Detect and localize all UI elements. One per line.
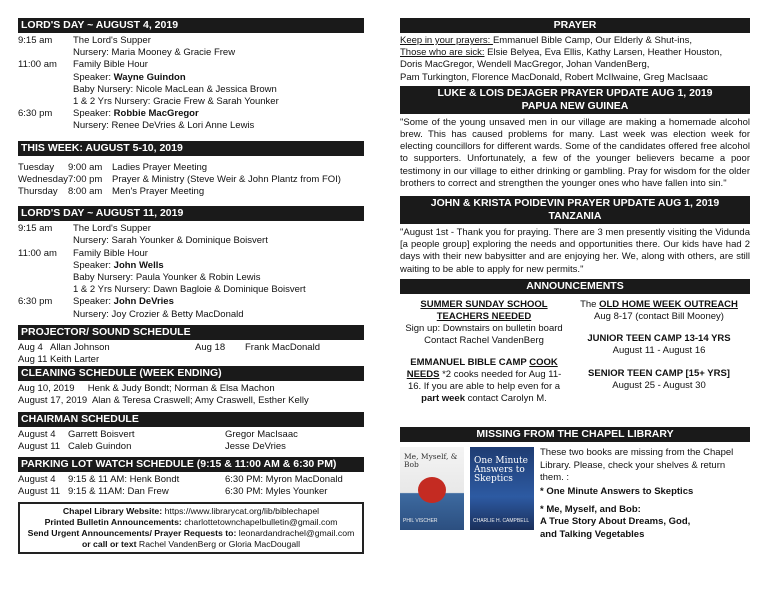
announcements-body xyxy=(400,296,750,406)
schedule-item: Family Bible Hour xyxy=(73,247,148,259)
schedule-row xyxy=(18,248,364,260)
right-column xyxy=(400,18,750,541)
dejager-country: PAPUA NEW GUINEA xyxy=(521,99,629,112)
missing-books-text xyxy=(540,447,750,540)
missing-book-2: * Me, Myself, and Bob: xyxy=(540,504,641,516)
schedule-name: Gregor MacIsaac xyxy=(225,428,298,440)
schedule-day: Thursday xyxy=(18,186,58,198)
schedule-row xyxy=(18,47,364,59)
schedule-time: 6:30 pm xyxy=(18,296,53,308)
schedule-name: 6:30 PM: Myles Younker xyxy=(225,486,328,498)
info-label: Chapel Library Website: xyxy=(62,506,163,517)
cleaning-header: CLEANING SCHEDULE (WEEK ENDING) xyxy=(18,366,364,381)
schedule-time: 9:15 am xyxy=(18,223,53,235)
book-cover-title: One Minute Answers to Skeptics xyxy=(474,456,528,485)
info-label: Printed Bulletin Announcements: xyxy=(44,517,182,528)
schedule-row xyxy=(18,162,364,174)
schedule-name: Frank MacDonald xyxy=(245,341,320,353)
poidevin-country: TANZANIA xyxy=(548,210,602,223)
schedule-row xyxy=(18,35,364,47)
outreach-title: OLD HOME WEEK OUTREACH xyxy=(599,298,738,310)
sunday-school-signup: Sign up: Downstairs on bulletin board xyxy=(405,323,563,335)
senior-camp-dates: August 25 - August 30 xyxy=(612,379,706,391)
parking-schedule xyxy=(18,474,364,498)
schedule-date: Aug 18 xyxy=(195,341,226,353)
schedule-time xyxy=(18,120,73,132)
outreach-prefix: The xyxy=(580,298,600,310)
left-column xyxy=(18,18,364,554)
bulletin-email-link[interactable]: charlottetownchapelbulletin@gmail.com xyxy=(181,517,338,528)
schedule-time xyxy=(18,272,73,284)
missing-book-2-subtitle: and Talking Vegetables xyxy=(540,528,645,540)
schedule-row xyxy=(18,272,364,284)
schedule-item: Nursery: Maria Mooney & Gracie Frew xyxy=(73,47,236,59)
book-cover-author: PHIL VISCHER xyxy=(403,518,438,525)
dejager-update-text: "Some of the young unsaved men in our village are making a homemade alcohol brew. This has caused problems for many. Last week was election week for electing councillors for different wards. Some of the candidates offered free alcohol to supporters. Unfortunately, a few of the younger believers became a poor testimony in our village to either drinking or gambling. Pray for wisdom for the older brothers to correct and strengthen the younger ones who have fallen into sin." xyxy=(400,116,750,189)
schedule-time: 11:00 am xyxy=(18,59,57,71)
schedule-item: Ladies Prayer Meeting xyxy=(112,161,208,173)
schedule-row xyxy=(18,84,364,96)
bible-camp-text: 16. If you are able to help even for a xyxy=(407,381,561,393)
schedule-date: Aug 11 xyxy=(18,354,48,366)
missing-books-header: MISSING FROM THE CHAPEL LIBRARY xyxy=(400,427,750,442)
bible-camp-text: *2 cooks needed for Aug 11- xyxy=(439,368,562,380)
cleaning-schedule xyxy=(18,383,364,407)
schedule-name: Caleb Guindon xyxy=(68,440,132,452)
tomato-icon xyxy=(418,477,446,503)
chairman-header: CHAIRMAN SCHEDULE xyxy=(18,412,364,427)
schedule-day: Wednesday xyxy=(18,173,68,185)
schedule-item: 1 & 2 Yrs Nursery: Gracie Frew & Sarah Younker xyxy=(73,96,279,108)
book-cover-me-myself-bob xyxy=(400,447,464,530)
speaker-name: John DeVries xyxy=(113,296,174,308)
book-cover-one-minute-answers xyxy=(470,447,534,530)
schedule-item: 1 & 2 Yrs Nursery: Dawn Bagloie & Dominique Boisvert xyxy=(73,284,306,296)
dejager-title: LUKE & LOIS DEJAGER PRAYER UPDATE AUG 1, 2019 xyxy=(437,86,713,99)
schedule-row xyxy=(18,429,364,441)
this-week-header: THIS WEEK: AUGUST 5-10, 2019 xyxy=(18,141,364,156)
schedule-row xyxy=(18,108,364,120)
schedule-row: August 17, 2019 Alan & Teresa Craswell; Amy Craswell, Esther Kelly xyxy=(18,395,309,407)
junior-camp-title: JUNIOR TEEN CAMP 13-14 YRS xyxy=(587,333,731,345)
schedule-item: Speaker: Robbie MacGregor xyxy=(73,108,199,120)
schedule-time: 11:00 am xyxy=(18,247,57,259)
schedule-row xyxy=(18,474,364,486)
lords-day-aug11-header: LORD'S DAY ~ AUGUST 11, 2019 xyxy=(18,206,364,221)
prayer-line: Elsie Belyea, Eva Ellis, Kathy Larsen, Heather Houston, xyxy=(484,47,723,59)
schedule-name: Garrett Boisvert xyxy=(68,428,135,440)
junior-camp-dates: August 11 - August 16 xyxy=(612,345,706,357)
schedule-item: Men's Prayer Meeting xyxy=(112,186,205,198)
schedule-time xyxy=(18,47,73,59)
lords-day-aug4-header: LORD'S DAY ~ AUGUST 4, 2019 xyxy=(18,18,364,33)
schedule-name: Keith Larter xyxy=(50,354,100,366)
schedule-row xyxy=(18,260,364,272)
schedule-name: Allan Johnson xyxy=(50,341,110,353)
schedule-row xyxy=(18,486,364,498)
schedule-time: 6:30 pm xyxy=(18,108,53,120)
schedule-row xyxy=(18,174,364,186)
schedule-row: Aug 10, 2019 Henk & Judy Bondt; Norman & Elsa Machon xyxy=(18,383,275,395)
schedule-row xyxy=(18,441,364,453)
schedule-row xyxy=(18,96,364,108)
schedule-item: Family Bible Hour xyxy=(73,59,148,71)
missing-book-1: * One Minute Answers to Skeptics xyxy=(540,486,694,498)
sunday-school-title: SUMMER SUNDAY SCHOOL xyxy=(420,298,548,310)
schedule-row xyxy=(18,223,364,235)
schedule-row xyxy=(18,354,364,366)
prayer-line: Pam Turkington, Florence MacDonald, Robert McIlwaine, Greg MacIsaac xyxy=(400,71,708,83)
book-cover-author: CHARLIE H. CAMPBELL xyxy=(473,518,530,525)
bible-camp-contact: contact Carolyn M. xyxy=(464,393,547,405)
schedule-row xyxy=(18,309,364,321)
poidevin-header xyxy=(400,196,750,224)
schedule-time: 9:00 am xyxy=(68,161,103,173)
schedule-item: The Lord's Supper xyxy=(73,223,151,235)
schedule-row xyxy=(18,342,364,354)
schedule-time xyxy=(18,309,73,321)
schedule-time xyxy=(18,72,73,84)
schedule-row xyxy=(18,120,364,132)
schedule-time xyxy=(18,96,73,108)
schedule-date: August 11 xyxy=(18,486,61,498)
sunday-school-subtitle: TEACHERS NEEDED xyxy=(436,311,532,323)
sunday-school-contact: Contact Rachel VandenBerg xyxy=(424,335,544,347)
schedule-time xyxy=(18,84,73,96)
prayer-label: Those who are sick: xyxy=(400,47,485,59)
prayer-list xyxy=(400,35,750,84)
schedule-time xyxy=(18,284,73,296)
chairman-schedule xyxy=(18,429,364,453)
bible-camp-needs: NEEDS xyxy=(406,368,440,380)
schedule-item: Nursery: Joy Crozier & Betty MacDonald xyxy=(73,308,244,320)
outreach-dates: Aug 8-17 (contact Bill Mooney) xyxy=(594,311,724,323)
prayer-header: PRAYER xyxy=(400,18,750,33)
poidevin-update-text: "August 1st - Thank you for praying. There are 3 men presently visiting the Vidunda [a people group] exploring the needs and opportunities there. Our kids have had 2 days with their new babysitter and are enjoying her. We, along with others, are still waiting to be able to apply for new permits." xyxy=(400,227,750,275)
schedule-row xyxy=(18,186,364,198)
speaker-name: Wayne Guindon xyxy=(113,71,186,83)
schedule-time xyxy=(18,235,73,247)
schedule-name: 9:15 & 11 AM: Henk Bondt xyxy=(68,474,180,486)
schedule-item: Speaker: John DeVries xyxy=(73,296,174,308)
prayer-label: Keep in your prayers: xyxy=(400,35,493,46)
missing-books-note: These two books are missing from the Chapel Library. Please, check your shelves & return them. : xyxy=(540,447,734,483)
schedule-item: Nursery: Renee DeVries & Lori Anne Lewis xyxy=(73,120,255,132)
schedule-row xyxy=(18,296,364,308)
prayer-line: Doris MacGregor, Wendell MacGregor, Johan VandenBerg, xyxy=(400,59,650,71)
schedule-date: August 4 xyxy=(18,428,56,440)
schedule-row xyxy=(18,72,364,84)
dejager-header xyxy=(400,86,750,114)
schedule-name: 9:15 & 11AM: Dan Frew xyxy=(68,486,169,498)
schedule-time xyxy=(18,260,73,272)
schedule-date: August 4 xyxy=(18,474,56,486)
speaker-name: Robbie MacGregor xyxy=(113,108,199,120)
bible-camp-title: EMMANUEL BIBLE CAMP xyxy=(410,356,530,368)
parking-header: PARKING LOT WATCH SCHEDULE (9:15 & 11:00 AM & 6:30 PM) xyxy=(18,457,364,472)
poidevin-title: JOHN & KRISTA POIDEVIN PRAYER UPDATE AUG 1, 2019 xyxy=(430,197,720,210)
contact-names: Rachel VandenBerg or Gloria MacDougall xyxy=(136,539,301,550)
schedule-item: Baby Nursery: Paula Younker & Robin Lewis xyxy=(73,272,261,284)
missing-books xyxy=(400,447,750,540)
schedule-date: Aug 4 xyxy=(18,341,43,353)
prayer-line: Emmanuel Bible Camp, Our Elderly & Shut-ins, xyxy=(492,35,692,46)
lords-day-aug11-schedule xyxy=(18,223,364,321)
announcements-header: ANNOUNCEMENTS xyxy=(400,279,750,294)
info-label: or call or text xyxy=(81,539,137,550)
schedule-item: Speaker: John Wells xyxy=(73,259,164,271)
bible-camp-part-week: part week xyxy=(421,393,465,405)
contact-info-box xyxy=(18,502,364,554)
schedule-item: Baby Nursery: Nicole MacLean & Jessica Brown xyxy=(73,83,277,95)
schedule-day: Tuesday xyxy=(18,161,55,173)
speaker-name: John Wells xyxy=(113,259,164,271)
bible-camp-cook: COOK xyxy=(529,356,558,368)
projector-header: PROJECTOR/ SOUND SCHEDULE xyxy=(18,325,364,340)
schedule-time: 8:00 am xyxy=(68,186,103,198)
urgent-email-link[interactable]: leonardandrachel@gmail.com xyxy=(236,528,355,539)
projector-schedule xyxy=(18,342,364,366)
senior-camp-title: SENIOR TEEN CAMP [15+ YRS] xyxy=(588,367,730,379)
schedule-item: Nursery: Sarah Younker & Dominique Boisvert xyxy=(73,235,268,247)
schedule-time: 9:15 am xyxy=(18,35,53,46)
schedule-item: Speaker: Wayne Guindon xyxy=(73,71,186,83)
lords-day-aug4-schedule xyxy=(18,35,364,133)
schedule-date: August 11 xyxy=(18,440,61,452)
book-cover-title: Me, Myself, & Bob xyxy=(404,452,458,470)
schedule-date xyxy=(195,354,245,366)
library-website-link[interactable]: https://www.librarycat.org/lib/biblechapel xyxy=(162,506,320,517)
schedule-item: Prayer & Ministry (Steve Weir & John Plantz from FOI) xyxy=(112,173,341,185)
schedule-name: 6:30 PM: Myron MacDonald xyxy=(225,474,343,486)
schedule-row xyxy=(18,235,364,247)
schedule-item: The Lord's Supper xyxy=(73,35,151,46)
schedule-row xyxy=(18,284,364,296)
this-week-schedule xyxy=(18,162,364,199)
missing-book-2-subtitle: A True Story About Dreams, God, xyxy=(540,516,691,528)
schedule-row xyxy=(18,59,364,71)
schedule-name: Jesse DeVries xyxy=(225,440,286,452)
info-label: Send Urgent Announcements/ Prayer Requests to: xyxy=(27,528,237,539)
schedule-time: 7:00 pm xyxy=(68,173,103,185)
